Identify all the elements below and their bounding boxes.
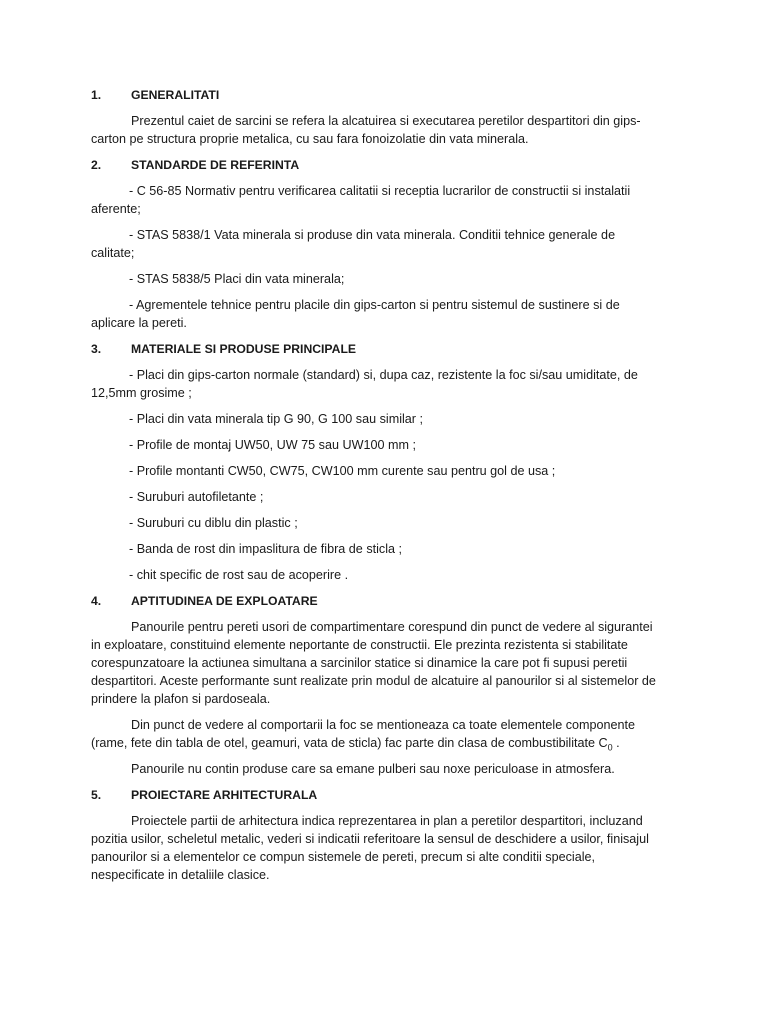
list-item: - C 56-85 Normativ pentru verificarea calitatii si receptia lucrarilor de constructii si instalatii aferente; — [91, 184, 631, 216]
paragraph-text: Din punct de vedere al comportarii la foc se mentioneaza ca toate elementele componente (rame, fete din tabla de otel, geamuri, vata de sticla) fac parte din clasa de combustibilitate C — [91, 718, 636, 750]
list-item: - Placi din gips-carton normale (standard) si, dupa caz, rezistente la foc si/sau umiditate, de 12,5mm grosime ; — [91, 368, 638, 400]
subscript: 0 — [607, 742, 613, 753]
section-title: PROIECTARE ARHITECTURALA — [131, 788, 318, 802]
list-item: - Profile de montaj UW50, UW 75 sau UW100 mm ; — [129, 438, 416, 452]
section-title: STANDARDE DE REFERINTA — [131, 158, 300, 172]
paragraph: Proiectele partii de arhitectura indica reprezentarea in plan a peretilor despartitori, incluzand pozitia usilor, scheletul metalic, vederi si indicatii referitoare la sensul de deschidere a usilor, finisajul panourilor si a elementelor ce compun sistemele de pereti, precum si alte conditii speciale, nespecificate in detaliile clasice. — [91, 814, 649, 882]
section-title: MATERIALE SI PRODUSE PRINCIPALE — [131, 342, 357, 356]
section-title: GENERALITATI — [131, 88, 220, 102]
paragraph: Panourile nu contin produse care sa emane pulberi sau noxe periculoase in atmosfera. — [131, 762, 615, 776]
list-item: - chit specific de rost sau de acoperire . — [129, 568, 349, 582]
list-item: - STAS 5838/1 Vata minerala si produse din vata minerala. Conditii tehnice generale de calitate; — [91, 228, 616, 260]
section-number: 4. — [91, 594, 102, 608]
section-heading — [91, 156, 657, 174]
list-item: - Profile montanti CW50, CW75, CW100 mm curente sau pentru gol de usa ; — [129, 464, 556, 478]
list-item: - STAS 5838/5 Placi din vata minerala; — [129, 272, 345, 286]
list-item: - Placi din vata minerala tip G 90, G 100 sau similar ; — [129, 412, 423, 426]
section-number: 5. — [91, 788, 102, 802]
list-item: - Agrementele tehnice pentru placile din gips-carton si pentru sistemul de sustinere si de aplicare la pereti. — [91, 298, 620, 330]
section-heading — [91, 592, 657, 610]
paragraph: Panourile pentru pereti usori de compartimentare corespund din punct de vedere al sigurantei in exploatare, constituind elemente neportante de constructii. Ele prezinta rezistenta si stabilitate corespunzatoare la actiunea simultana a sarcinilor statice si dinamice la care pot fi supusi peretii despartitori. Aceste performante sunt realizate prin modul de alcatuire al panourilor si al sistemelor de prindere la plafon si pardoseala. — [91, 620, 656, 706]
document-page — [91, 86, 657, 892]
paragraph: Prezentul caiet de sarcini se refera la alcatuirea si executarea peretilor despartitori din gips-carton pe structura proprie metalica, cu sau fara fonoizolatie din vata minerala. — [91, 114, 641, 146]
section-heading — [91, 786, 657, 804]
list-item: - Suruburi cu diblu din plastic ; — [129, 516, 298, 530]
section-number: 1. — [91, 88, 102, 102]
section-heading — [91, 86, 657, 104]
paragraph — [91, 716, 657, 752]
paragraph-suffix: . — [612, 736, 620, 750]
section-number: 3. — [91, 342, 102, 356]
section-heading — [91, 340, 657, 358]
list-item: - Suruburi autofiletante ; — [129, 490, 264, 504]
section-number: 2. — [91, 158, 102, 172]
section-title: APTITUDINEA DE EXPLOATARE — [131, 594, 318, 608]
list-item: - Banda de rost din impaslitura de fibra de sticla ; — [129, 542, 403, 556]
